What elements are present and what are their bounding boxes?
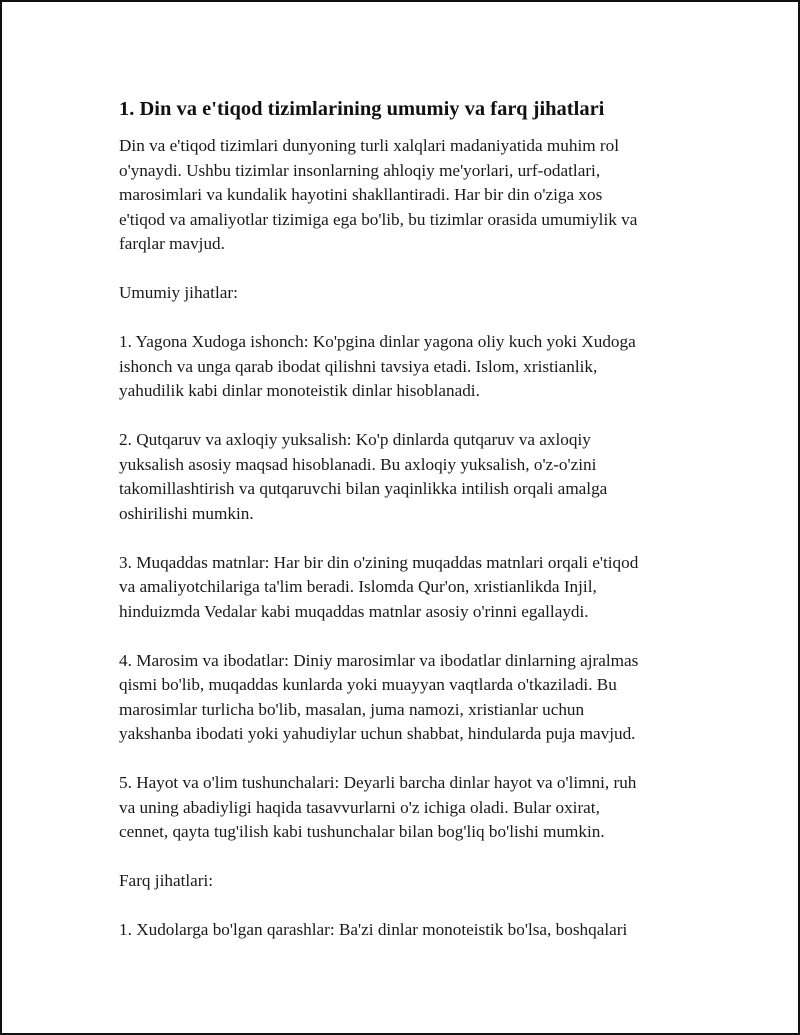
text-line: va amaliyotchilariga ta'lim beradi. Islomda Qur'on, xristianlikda Injil, <box>119 577 597 596</box>
list-item-rituals <box>119 649 679 747</box>
text-line: 4. Marosim va ibodatlar: Diniy marosimlar va ibodatlar dinlarning ajralmas <box>119 650 639 670</box>
text-line: Din va e'tiqod tizimlari dunyoning turli xalqlari madaniyatida muhim rol <box>119 136 619 155</box>
text-line: takomillashtirish va qutqaruvchi bilan yaqinlikka intilish orqali amalga <box>119 479 608 498</box>
intro-paragraph <box>119 134 679 257</box>
text-line: qismi bo'lib, muqaddas kunlarda yoki muayyan vaqtlarda o'tkaziladi. Bu <box>119 675 617 694</box>
text-line: o'ynaydi. Ushbu tizimlar insonlarning ahloqiy me'yorlari, urf-odatlari, <box>119 160 601 180</box>
section-heading: 1. Din va e'tiqod tizimlarining umumiy va farq jihatlari <box>119 98 605 120</box>
text-line: cennet, qayta tug'ilish kabi tushunchalar bilan bog'liq bo'lishi mumkin. <box>119 822 605 841</box>
list-item-monotheism <box>119 330 679 404</box>
list-item-sacred-texts <box>119 551 679 625</box>
text-line: marosimlar turlicha bo'lib, masalan, juma namozi, xristianlar uchun <box>119 699 585 719</box>
text-line: yahudilik kabi dinlar monoteistik dinlar hisoblanadi. <box>119 381 480 400</box>
text-line: 3. Muqaddas matnlar: Har bir din o'zining muqaddas matnlari orqali e'tiqod <box>119 552 639 572</box>
text-line: hinduizmda Vedalar kabi muqaddas matnlar asosiy o'rinni egallaydi. <box>119 601 589 621</box>
text-line: 1. Xudolarga bo'lgan qarashlar: Ba'zi dinlar monoteistik bo'lsa, boshqalari <box>119 920 628 939</box>
text-line: farqlar mavjud. <box>119 234 225 253</box>
text-line: e'tiqod va amaliyotlar tizimiga ega bo'lib, bu tizimlar orasida umumiylik va <box>119 209 638 229</box>
list-item-life-death <box>119 771 679 845</box>
text-line: oshirilishi mumkin. <box>119 503 254 523</box>
list-item-salvation <box>119 428 679 526</box>
text-line: 1. Yagona Xudoga ishonch: Ko'pgina dinlar yagona oliy kuch yoki Xudoga <box>119 332 636 351</box>
list-item-views-on-gods <box>119 918 679 943</box>
common-aspects-label <box>119 281 679 306</box>
text-line: yakshanba ibodati yoki yahudiylar uchun shabbat, hindularda puja mavjud. <box>119 724 636 743</box>
text-line: 2. Qutqaruv va axloqiy yuksalish: Ko'p dinlarda qutqaruv va axloqiy <box>119 430 591 449</box>
difference-aspects-label <box>119 869 679 894</box>
text-line: ishonch va unga qarab ibodat qilishni tavsiya etadi. Islom, xristianlik, <box>119 356 598 376</box>
text-line: va uning abadiyligi haqida tasavvurlarni o'z ichiga oladi. Bular oxirat, <box>119 797 600 817</box>
text-line: Farq jihatlari: <box>119 871 214 890</box>
text-line: Umumiy jihatlar: <box>119 283 238 302</box>
text-line: yuksalish asosiy maqsad hisoblanadi. Bu axloqiy yuksalish, o'z-o'zini <box>119 454 597 474</box>
document-content <box>119 95 679 967</box>
text-line: 5. Hayot va o'lim tushunchalari: Deyarli barcha dinlar hayot va o'limni, ruh <box>119 773 637 792</box>
text-line: marosimlari va kundalik hayotini shakllantiradi. Har bir din o'ziga xos <box>119 185 603 204</box>
